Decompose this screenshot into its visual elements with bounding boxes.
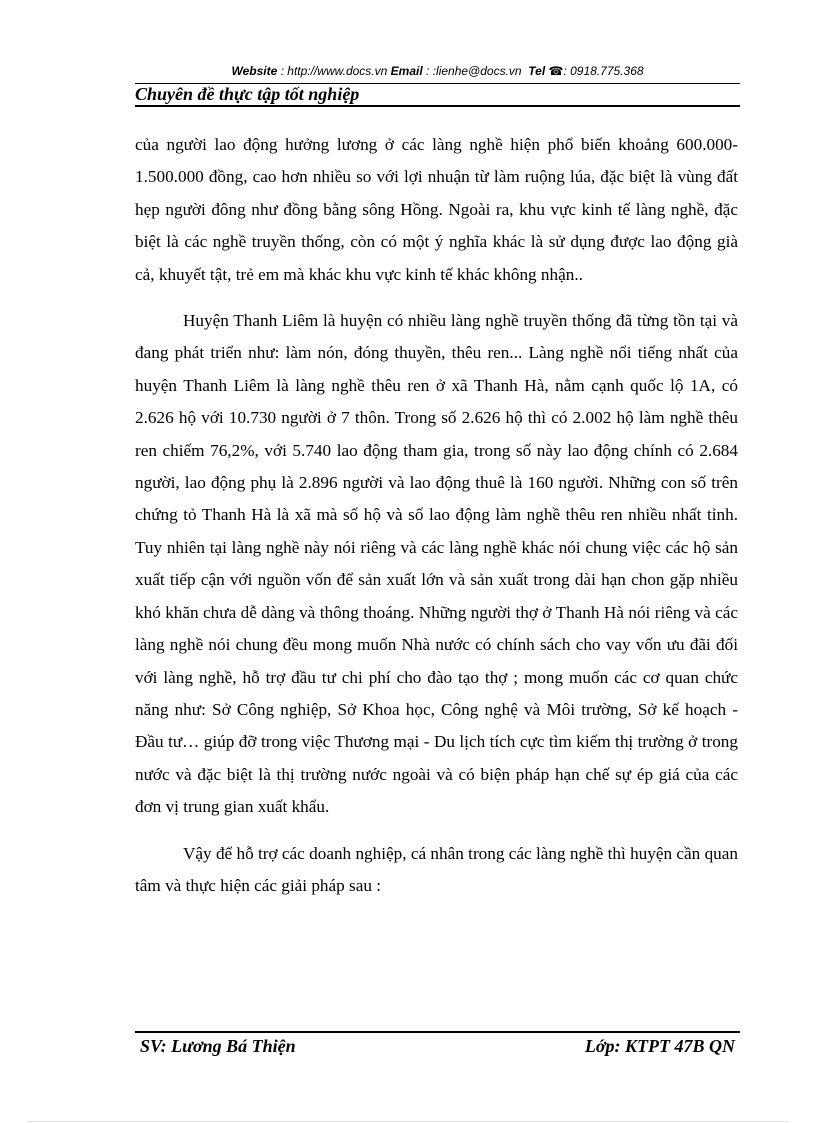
website-url[interactable]: http://www.docs.vn	[287, 64, 388, 78]
paragraph-2: Huyện Thanh Liêm là huyện có nhiều làng nghề truyền thống đã từng tồn tại và đang phát triển như: làm nón, đóng thuyền, thêu ren... Làng nghề nổi tiếng nhất của huyện Thanh Liêm là làng nghề thêu ren ở xã Thanh Hà, nằm cạnh quốc lộ 1A, có 2.626 hộ với 10.730 người ở 7 thôn. Trong số 2.626 hộ thì có 2.002 hộ làm nghề thêu ren chiếm 76,2%, với 5.740 lao động tham gia, trong số này lao động chính có 2.684 người, lao động phụ là 2.896 người và lao động thuê là 160 người. Những con số trên chứng tỏ Thanh Hà là xã mà số hộ và số lao động làm nghề thêu ren nhiều nhất tỉnh. Tuy nhiên tại làng nghề này nói riêng và các làng nghề khác nói chung việc các hộ sản xuất tiếp cận với nguồn vốn để sản xuất lớn và sản xuất trong dài hạn chon gặp nhiều khó khăn chưa dễ dàng và thông thoáng. Những người thợ ở Thanh Hà nói riêng và các làng nghề nói chung đều mong muốn Nhà nước có chính sách cho vay vốn ưu đãi đối với làng nghề, hỗ trợ đầu tư chi phí cho đào tạo thợ ; mong muốn các cơ quan chức năng như: Sở Công nghiệp, Sở Khoa học, Công nghệ và Môi trường, Sở kế hoạch - Đầu tư… giúp đỡ trong việc Thương mại - Du lịch tích cực tìm kiếm thị trường ở trong nước và đặc biệt là thị trường nước ngoài và có biện pháp hạn chế sự ép giá của các đơn vị trung gian xuất khẩu.	[135, 311, 738, 817]
page-edge-dotted-line	[28, 1121, 788, 1122]
tel-label: Tel	[528, 64, 546, 78]
document-header-title: Chuyên đề thực tập tốt nghiệp	[135, 84, 360, 104]
tel-number: : 0918.775.368	[563, 64, 644, 78]
footer-divider	[135, 1031, 740, 1033]
email-address[interactable]: :lienhe@docs.vn	[432, 64, 522, 78]
email-label: Email	[390, 64, 423, 78]
paragraph-1: của người lao động hưởng lương ở các làng nghề hiện phổ biến khoảng 600.000-1.500.000 đồng, cao hơn nhiều so với lợi nhuận từ làm ruộng lúa, đặc biệt là vùng đất hẹp người đông như đồng bằng sông Hồng. Ngoài ra, khu vực kinh tế làng nghề, đặc biệt là các nghề truyền thống, còn có một ý nghĩa khác là sử dụng được lao động già cả, khuyết tật, trẻ em mà khác khu vực kinh tế khác không nhận..	[135, 135, 738, 284]
paragraph-3: Vậy để hỗ trợ các doanh nghiệp, cá nhân trong các làng nghề thì huyện cần quan tâm và thực hiện các giải pháp sau :	[135, 843, 738, 895]
header-divider-thick	[135, 105, 740, 107]
website-label: Website	[231, 64, 278, 78]
website-contact-line	[135, 64, 740, 78]
footer-class-name: Lớp: KTPT 47B QN	[584, 1036, 735, 1056]
website-separator: :	[277, 64, 288, 78]
email-separator: :	[422, 64, 433, 78]
phone-icon: ☎	[548, 64, 564, 78]
document-body	[135, 129, 738, 916]
footer-student-name: SV: Lương Bá Thiện	[140, 1036, 296, 1056]
